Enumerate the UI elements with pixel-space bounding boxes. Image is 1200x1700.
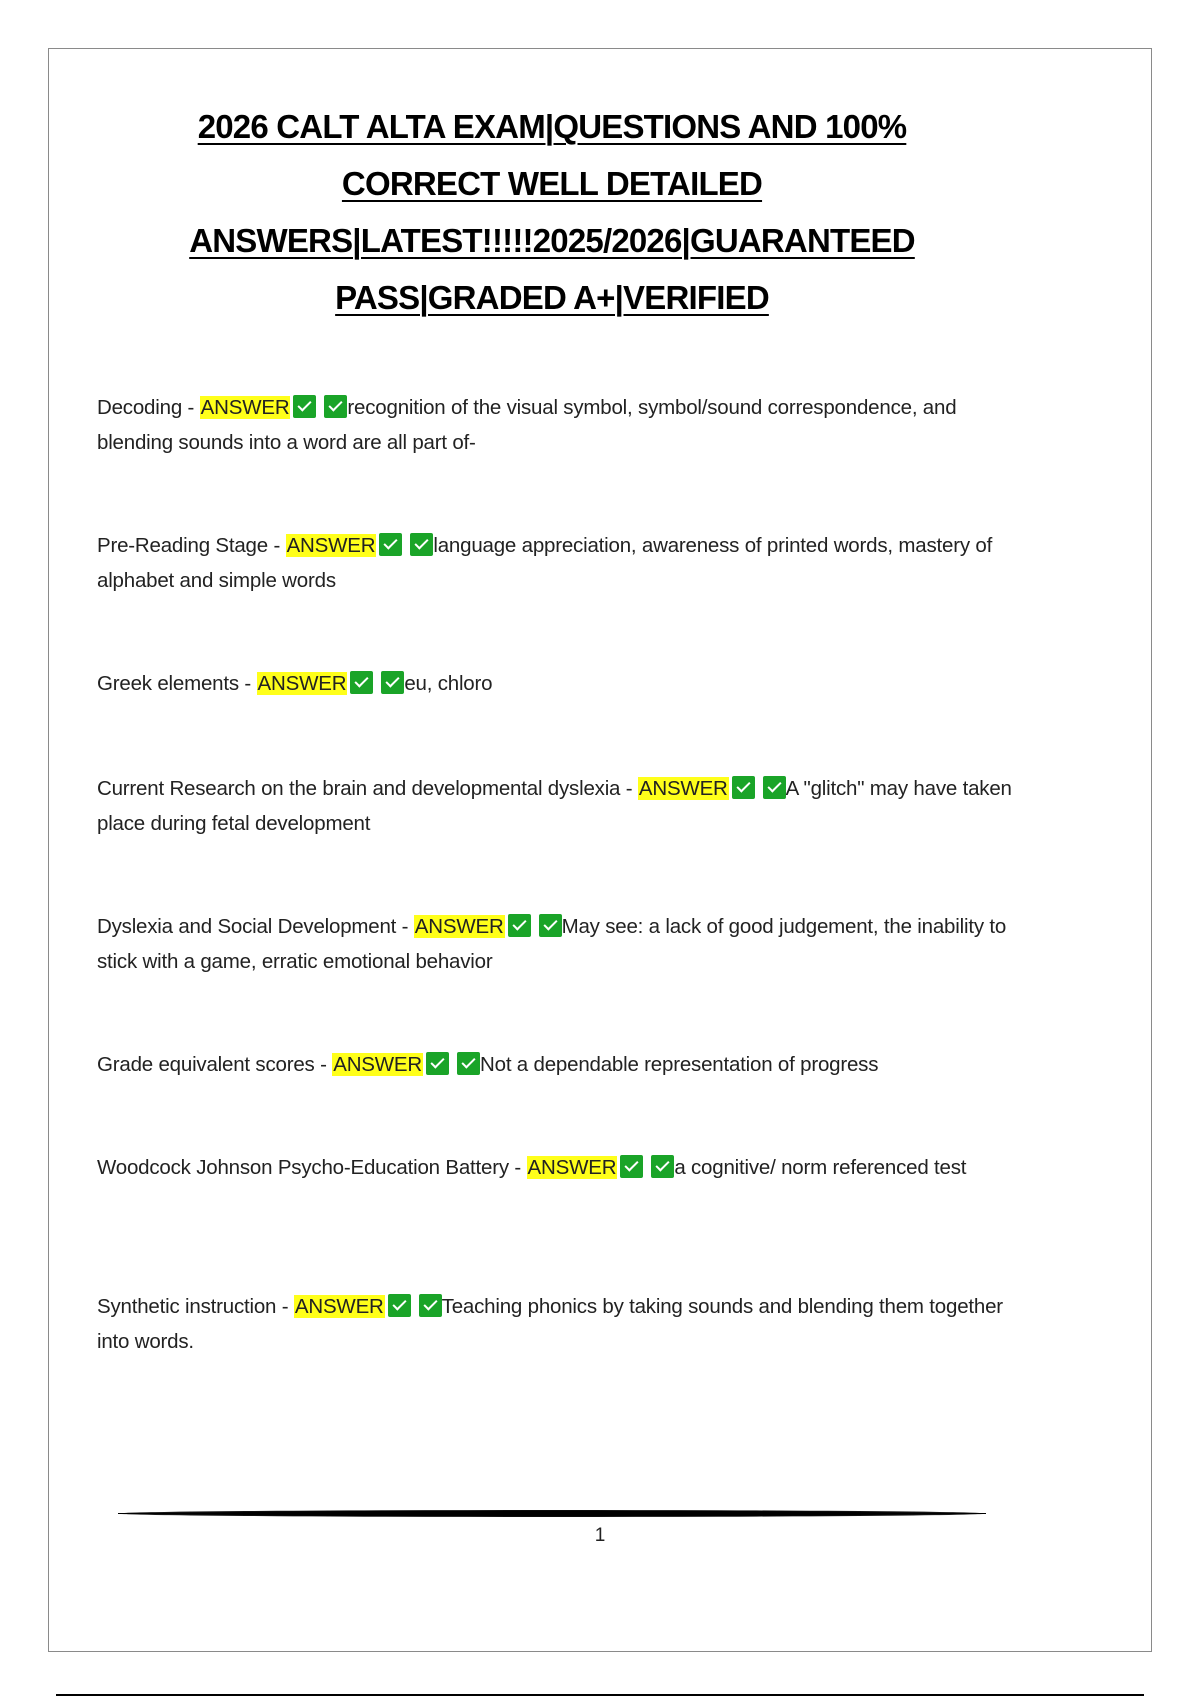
answer-tag: ANSWER: [286, 534, 376, 557]
check-mark-icon: [350, 671, 373, 694]
check-mark-icon: [324, 395, 347, 418]
qa-answer: a cognitive/ norm referenced test: [674, 1156, 967, 1179]
answer-tag: ANSWER: [294, 1295, 384, 1318]
check-mark-icon: [651, 1155, 674, 1178]
check-mark-icon: [457, 1052, 480, 1075]
check-mark-icon: [379, 533, 402, 556]
bottom-rule: [56, 1694, 1144, 1696]
check-mark-icon: [293, 395, 316, 418]
check-mark-icon: [620, 1155, 643, 1178]
qa-term: Current Research on the brain and developmental dyslexia -: [97, 777, 638, 800]
qa-item: [97, 391, 1017, 460]
qa-item: [97, 529, 1017, 598]
check-mark-icon: [388, 1294, 411, 1317]
answer-tag: ANSWER: [257, 672, 347, 695]
check-mark-icon: [426, 1052, 449, 1075]
qa-term: Pre-Reading Stage -: [97, 534, 286, 557]
title-line-3: ANSWERS|LATEST!!!!!2025/2026|GUARANTEED: [189, 222, 915, 259]
qa-item: [97, 667, 1017, 702]
check-mark-icon: [539, 914, 562, 937]
answer-tag: ANSWER: [527, 1156, 617, 1179]
footer-rule-line: [118, 1513, 986, 1514]
title-line-4: PASS|GRADED A+|VERIFIED: [335, 279, 769, 316]
check-mark-icon: [732, 776, 755, 799]
qa-term: Dyslexia and Social Development -: [97, 915, 414, 938]
qa-answer: Not a dependable representation of progress: [480, 1053, 879, 1076]
qa-item: [97, 772, 1017, 841]
title-line-2: CORRECT WELL DETAILED: [341, 165, 763, 202]
check-mark-icon: [508, 914, 531, 937]
page-number: 1: [594, 1525, 606, 1546]
qa-item: [97, 910, 1017, 979]
qa-item: [97, 1290, 1017, 1359]
qa-answer: eu, chloro: [404, 672, 493, 695]
check-mark-icon: [381, 671, 404, 694]
document-title: [100, 98, 1004, 326]
check-mark-icon: [419, 1294, 442, 1317]
qa-item: [97, 1048, 1017, 1083]
check-mark-icon: [763, 776, 786, 799]
answer-tag: ANSWER: [333, 1053, 423, 1076]
check-mark-icon: [410, 533, 433, 556]
qa-answer: May see: a lack of good judgement, the inability to stick with a game, erratic emotional behavior: [97, 915, 1007, 973]
qa-term: Decoding -: [97, 396, 200, 419]
qa-answer: Teaching phonics by taking sounds and blending them together into words.: [97, 1295, 1003, 1353]
answer-tag: ANSWER: [200, 396, 290, 419]
qa-item: [97, 1151, 1017, 1186]
qa-term: Synthetic instruction -: [97, 1295, 294, 1318]
answer-tag: ANSWER: [414, 915, 504, 938]
qa-term: Greek elements -: [97, 672, 257, 695]
title-line-1: 2026 CALT ALTA EXAM|QUESTIONS AND 100%: [197, 108, 907, 145]
qa-answer: A "glitch" may have taken place during fetal development: [97, 777, 1012, 835]
qa-answer: recognition of the visual symbol, symbol/sound correspondence, and blending sounds into a word are all part of-: [97, 396, 957, 454]
qa-term: Grade equivalent scores -: [97, 1053, 333, 1076]
qa-term: Woodcock Johnson Psycho-Education Battery -: [97, 1156, 527, 1179]
qa-answer: language appreciation, awareness of printed words, mastery of alphabet and simple words: [97, 534, 993, 592]
answer-tag: ANSWER: [638, 777, 728, 800]
